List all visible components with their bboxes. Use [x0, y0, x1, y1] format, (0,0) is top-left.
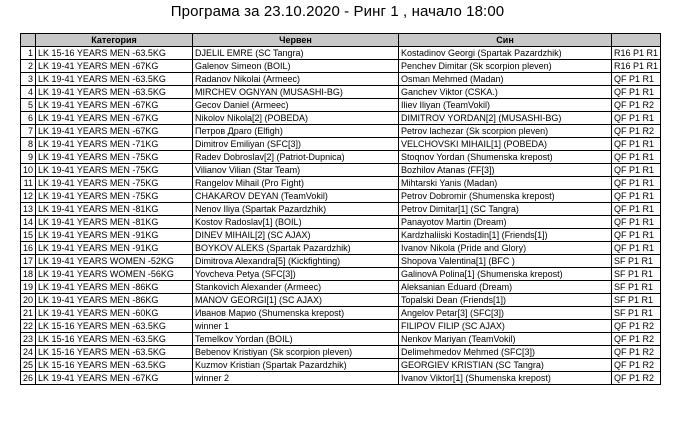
stage-cell: QF P1 R1 [612, 242, 661, 255]
red-corner-cell: Vilianov Vilian (Star Team) [193, 164, 399, 177]
blue-corner-cell: GEORGIEV KRISTIAN (SC Tangra) [399, 359, 612, 372]
category-cell: LK 15-16 YEARS MEN -63.5KG [36, 346, 193, 359]
stage-cell: QF P1 R1 [612, 151, 661, 164]
row-number: 13 [21, 203, 36, 216]
stage-cell: QF P1 R1 [612, 216, 661, 229]
row-number: 21 [21, 307, 36, 320]
stage-cell: SF P1 R1 [612, 294, 661, 307]
blue-corner-cell: Stoqnov Yordan (Shumenska krepost) [399, 151, 612, 164]
row-number: 9 [21, 151, 36, 164]
row-number: 8 [21, 138, 36, 151]
red-corner-cell: Stankovich Alexander (Armeec) [193, 281, 399, 294]
blue-corner-cell: Delimehmedov Mehmed (SFC[3]) [399, 346, 612, 359]
blue-corner-cell: Ganchev Viktor (CSKA.) [399, 86, 612, 99]
blue-corner-cell: Ivanov Nikola (Pride and Glory) [399, 242, 612, 255]
table-row [21, 333, 661, 346]
red-corner-cell: Dimitrova Alexandra[5] (Kickfighting) [193, 255, 399, 268]
stage-cell: QF P1 R1 [612, 112, 661, 125]
blue-corner-cell: Aleksanian Eduard (Dream) [399, 281, 612, 294]
category-cell: LK 19-41 YEARS MEN -75KG [36, 151, 193, 164]
table-row [21, 268, 661, 281]
table-row [21, 242, 661, 255]
red-corner-cell: Петров Драго (Elfigh) [193, 125, 399, 138]
blue-corner-cell: Bozhilov Atanas (FF[3]) [399, 164, 612, 177]
header-red-corner: Червен [193, 34, 399, 47]
category-cell: LK 19-41 YEARS MEN -75KG [36, 164, 193, 177]
row-number: 25 [21, 359, 36, 372]
stage-cell: SF P1 R1 [612, 281, 661, 294]
row-number: 19 [21, 281, 36, 294]
row-number: 4 [21, 86, 36, 99]
blue-corner-cell: Mihtarski Yanis (Madan) [399, 177, 612, 190]
red-corner-cell: Temelkov Yordan (BOIL) [193, 333, 399, 346]
red-corner-cell: winner 1 [193, 320, 399, 333]
row-number: 18 [21, 268, 36, 281]
stage-cell: QF P1 R2 [612, 359, 661, 372]
row-number: 12 [21, 190, 36, 203]
red-corner-cell: Rangelov Mihail (Pro Fight) [193, 177, 399, 190]
category-cell: LK 19-41 YEARS MEN -91KG [36, 229, 193, 242]
category-cell: LK 19-41 YEARS MEN -81KG [36, 203, 193, 216]
category-cell: LK 19-41 YEARS MEN -75KG [36, 190, 193, 203]
page-title: Програма за 23.10.2020 - Ринг 1 , начало 18:00 [170, 3, 505, 20]
category-cell: LK 19-41 YEARS MEN -86KG [36, 281, 193, 294]
red-corner-cell: Radanov Nikolai (Armeec) [193, 73, 399, 86]
row-number: 23 [21, 333, 36, 346]
row-number: 24 [21, 346, 36, 359]
red-corner-cell: Nenov Iliya (Spartak Pazardzhik) [193, 203, 399, 216]
category-cell: LK 15-16 YEARS MEN -63.5KG [36, 320, 193, 333]
blue-corner-cell: Iliev Iliyan (TeamVokil) [399, 99, 612, 112]
stage-cell: QF P1 R1 [612, 164, 661, 177]
category-cell: LK 15-16 YEARS MEN -63.5KG [36, 47, 193, 60]
category-cell: LK 19-41 YEARS WOMEN -56KG [36, 268, 193, 281]
row-number: 26 [21, 372, 36, 385]
stage-cell: QF P1 R2 [612, 125, 661, 138]
row-number: 1 [21, 47, 36, 60]
red-corner-cell: winner 2 [193, 372, 399, 385]
category-cell: LK 19-41 YEARS MEN -81KG [36, 216, 193, 229]
table-row [21, 60, 661, 73]
red-corner-cell: Galenov Simeon (BOIL) [193, 60, 399, 73]
table-row [21, 281, 661, 294]
red-corner-cell: Radev Dobroslav[2] (Patriot-Dupnica) [193, 151, 399, 164]
row-number: 14 [21, 216, 36, 229]
blue-corner-cell: Petrov Dobromir (Shumenska krepost) [399, 190, 612, 203]
red-corner-cell: Иванов Марио (Shumenska krepost) [193, 307, 399, 320]
table-row [21, 229, 661, 242]
red-corner-cell: Kuzmov Kristian (Spartak Pazardzhik) [193, 359, 399, 372]
stage-cell: QF P1 R2 [612, 333, 661, 346]
table-row [21, 320, 661, 333]
red-corner-cell: Nikolov Nikola[2] (POBEDA) [193, 112, 399, 125]
table-row [21, 99, 661, 112]
table-row [21, 255, 661, 268]
row-number: 7 [21, 125, 36, 138]
row-number: 10 [21, 164, 36, 177]
row-number: 11 [21, 177, 36, 190]
table-row [21, 190, 661, 203]
category-cell: LK 19-41 YEARS MEN -67KG [36, 372, 193, 385]
header-category: Категория [36, 34, 193, 47]
category-cell: LK 19-41 YEARS WOMEN -52KG [36, 255, 193, 268]
category-cell: LK 19-41 YEARS MEN -86KG [36, 294, 193, 307]
red-corner-cell: DINEV MIHAIL[2] (SC AJAX) [193, 229, 399, 242]
red-corner-cell: Gecov Daniel (Armeec) [193, 99, 399, 112]
stage-cell: QF P1 R1 [612, 86, 661, 99]
stage-cell: R16 P1 R1 [612, 60, 661, 73]
table-row [21, 138, 661, 151]
blue-corner-cell: Nenkov Mariyan (TeamVokil) [399, 333, 612, 346]
category-cell: LK 19-41 YEARS MEN -67KG [36, 125, 193, 138]
stage-cell: SF P1 R1 [612, 268, 661, 281]
category-cell: LK 19-41 YEARS MEN -67KG [36, 99, 193, 112]
row-number: 20 [21, 294, 36, 307]
stage-cell: QF P1 R1 [612, 73, 661, 86]
table-header-row [21, 34, 661, 47]
category-cell: LK 15-16 YEARS MEN -63.5KG [36, 333, 193, 346]
table-row [21, 112, 661, 125]
row-number: 17 [21, 255, 36, 268]
row-number: 5 [21, 99, 36, 112]
header-blue-corner: Син [399, 34, 612, 47]
blue-corner-cell: Angelov Petar[3] (SFC[3]) [399, 307, 612, 320]
category-cell: LK 19-41 YEARS MEN -75KG [36, 177, 193, 190]
table-row [21, 73, 661, 86]
stage-cell: QF P1 R2 [612, 320, 661, 333]
header-number [21, 34, 36, 47]
stage-cell: QF P1 R1 [612, 177, 661, 190]
blue-corner-cell: GalinovA Polina[1] (Shumenska krepost) [399, 268, 612, 281]
blue-corner-cell: Topalski Dean (Friends[1]) [399, 294, 612, 307]
schedule-table [20, 33, 661, 385]
table-row [21, 307, 661, 320]
blue-corner-cell: Osman Mehmed (Madan) [399, 73, 612, 86]
blue-corner-cell: FILIPOV FILIP (SC AJAX) [399, 320, 612, 333]
red-corner-cell: Kostov Radoslav[1] (BOIL) [193, 216, 399, 229]
table-row [21, 203, 661, 216]
category-cell: LK 19-41 YEARS MEN -63.5KG [36, 86, 193, 99]
row-number: 3 [21, 73, 36, 86]
stage-cell: QF P1 R1 [612, 138, 661, 151]
blue-corner-cell: Kostadinov Georgi (Spartak Pazardzhik) [399, 47, 612, 60]
table-row [21, 294, 661, 307]
table-row [21, 151, 661, 164]
row-number: 22 [21, 320, 36, 333]
table-row [21, 125, 661, 138]
stage-cell: QF P1 R1 [612, 203, 661, 216]
red-corner-cell: DJELIL EMRE (SC Tangra) [193, 47, 399, 60]
table-row [21, 346, 661, 359]
category-cell: LK 19-41 YEARS MEN -67KG [36, 60, 193, 73]
red-corner-cell: MANOV GEORGI[1] (SC AJAX) [193, 294, 399, 307]
header-stage [612, 34, 661, 47]
blue-corner-cell: Petrov lachezar (Sk scorpion pleven) [399, 125, 612, 138]
category-cell: LK 19-41 YEARS MEN -67KG [36, 112, 193, 125]
blue-corner-cell: DIMITROV YORDAN[2] (MUSASHI-BG) [399, 112, 612, 125]
row-number: 15 [21, 229, 36, 242]
stage-cell: SF P1 R1 [612, 307, 661, 320]
table-row [21, 47, 661, 60]
category-cell: LK 15-16 YEARS MEN -63.5KG [36, 359, 193, 372]
blue-corner-cell: VELCHOVSKI MIHAIL[1] (POBEDA) [399, 138, 612, 151]
stage-cell: QF P1 R2 [612, 346, 661, 359]
red-corner-cell: Yovcheva Petya (SFC[3]) [193, 268, 399, 281]
red-corner-cell: Dimitrov Emiliyan (SFC[3]) [193, 138, 399, 151]
blue-corner-cell: Ivanov Viktor[1] (Shumenska krepost) [399, 372, 612, 385]
stage-cell: R16 P1 R1 [612, 47, 661, 60]
red-corner-cell: MIRCHEV OGNYAN (MUSASHI-BG) [193, 86, 399, 99]
table-row [21, 164, 661, 177]
row-number: 16 [21, 242, 36, 255]
red-corner-cell: Bebenov Kristiyan (Sk scorpion pleven) [193, 346, 399, 359]
blue-corner-cell: Petrov Dimitar[1] (SC Tangra) [399, 203, 612, 216]
row-number: 2 [21, 60, 36, 73]
red-corner-cell: BOYKOV ALEKS (Spartak Pazardzhik) [193, 242, 399, 255]
table-row [21, 86, 661, 99]
stage-cell: QF P1 R2 [612, 372, 661, 385]
category-cell: LK 19-41 YEARS MEN -60KG [36, 307, 193, 320]
table-row [21, 359, 661, 372]
blue-corner-cell: Kardzhaliiski Kostadin[1] (Friends[1]) [399, 229, 612, 242]
stage-cell: SF P1 R1 [612, 255, 661, 268]
blue-corner-cell: Penchev Dimitar (Sk scorpion pleven) [399, 60, 612, 73]
red-corner-cell: CHAKAROV DEYAN (TeamVokil) [193, 190, 399, 203]
stage-cell: QF P1 R2 [612, 99, 661, 112]
stage-cell: QF P1 R1 [612, 229, 661, 242]
stage-cell: QF P1 R1 [612, 190, 661, 203]
table-row [21, 216, 661, 229]
category-cell: LK 19-41 YEARS MEN -71KG [36, 138, 193, 151]
category-cell: LK 19-41 YEARS MEN -91KG [36, 242, 193, 255]
table-row [21, 177, 661, 190]
row-number: 6 [21, 112, 36, 125]
blue-corner-cell: Panayotov Martin (Dream) [399, 216, 612, 229]
blue-corner-cell: Shopova Valentina[1] (BFC ) [399, 255, 612, 268]
table-row [21, 372, 661, 385]
category-cell: LK 19-41 YEARS MEN -63.5KG [36, 73, 193, 86]
